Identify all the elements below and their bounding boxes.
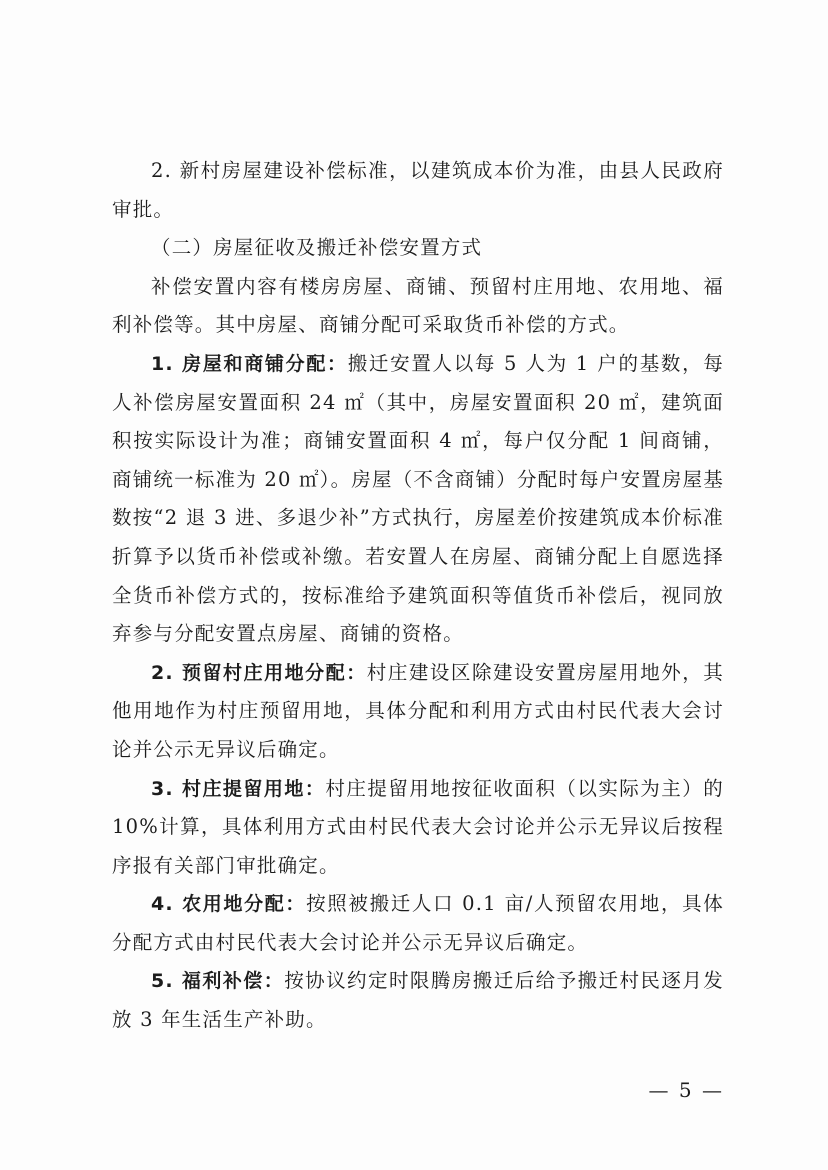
paragraph-title: 1. 房屋和商铺分配： [151,352,348,375]
paragraph-farmland-allocation [112,885,724,962]
paragraph-text: 2. 新村房屋建设补偿标准，以建筑成本价为准，由县人民政府审批。 [112,159,724,221]
section-heading-text: （二）房屋征收及搬迁补偿安置方式 [151,236,483,260]
paragraph-compensation-content [112,268,724,345]
paragraph-reserved-land-allocation [112,654,724,770]
paragraph-housing-shop-allocation [112,345,724,654]
paragraph-title: 3. 村庄提留用地： [151,777,326,800]
paragraph-welfare-compensation [112,962,724,1039]
page-number: — 5 — [648,1078,724,1102]
section-heading [112,229,724,268]
paragraph-title: 4. 农用地分配： [151,893,307,916]
paragraph-title: 2. 预留村庄用地分配： [151,661,367,684]
paragraph-text: 补偿安置内容有楼房房屋、商铺、预留村庄用地、农用地、福利补偿等。其中房屋、商铺分配可采取货币补偿的方式。 [112,274,724,337]
paragraph-new-village-compensation [112,152,724,229]
paragraph-text: 搬迁安置人以每 5 人为 1 户的基数，每人补偿房屋安置面积 24 ㎡（其中，房屋安置面积 20 ㎡，建筑面积按实际设计为准；商铺安置面积 4 ㎡，每户仅分配 1 间商铺，商铺统一标准为 20 ㎡）。房屋（不含商铺）分配时每户安置房屋基数按“2 退 3 进、多退少补”方式执行，房屋差价按建筑成本价标准折算予以货币补偿或补缴。若安置人在房屋、商铺分配上自愿选择全货币补偿方式的，按标准给予建筑面积等值货币补偿后，视同放弃参与分配安置点房屋、商铺的资格。 [112,351,724,646]
paragraph-text: 村庄提留用地按征收面积（以实际为主）的 10%计算，具体利用方式由村民代表大会讨论并公示无异议后按程序报有关部门审批确定。 [112,776,724,877]
paragraph-text: 村庄建设区除建设安置房屋用地外，其他用地作为村庄预留用地，具体分配和利用方式由村民代表大会讨论并公示无异议后确定。 [112,660,724,761]
paragraph-text: 按照被搬迁人口 0.1 亩/人预留农用地，具体分配方式由村民代表大会讨论并公示无异议后确定。 [112,892,724,954]
document-body [112,152,724,1040]
paragraph-retained-land [112,770,724,886]
paragraph-title: 5. 福利补偿： [151,970,285,993]
paragraph-text: 按协议约定时限腾房搬迁后给予搬迁村民逐月发放 3 年生活生产补助。 [112,969,724,1032]
